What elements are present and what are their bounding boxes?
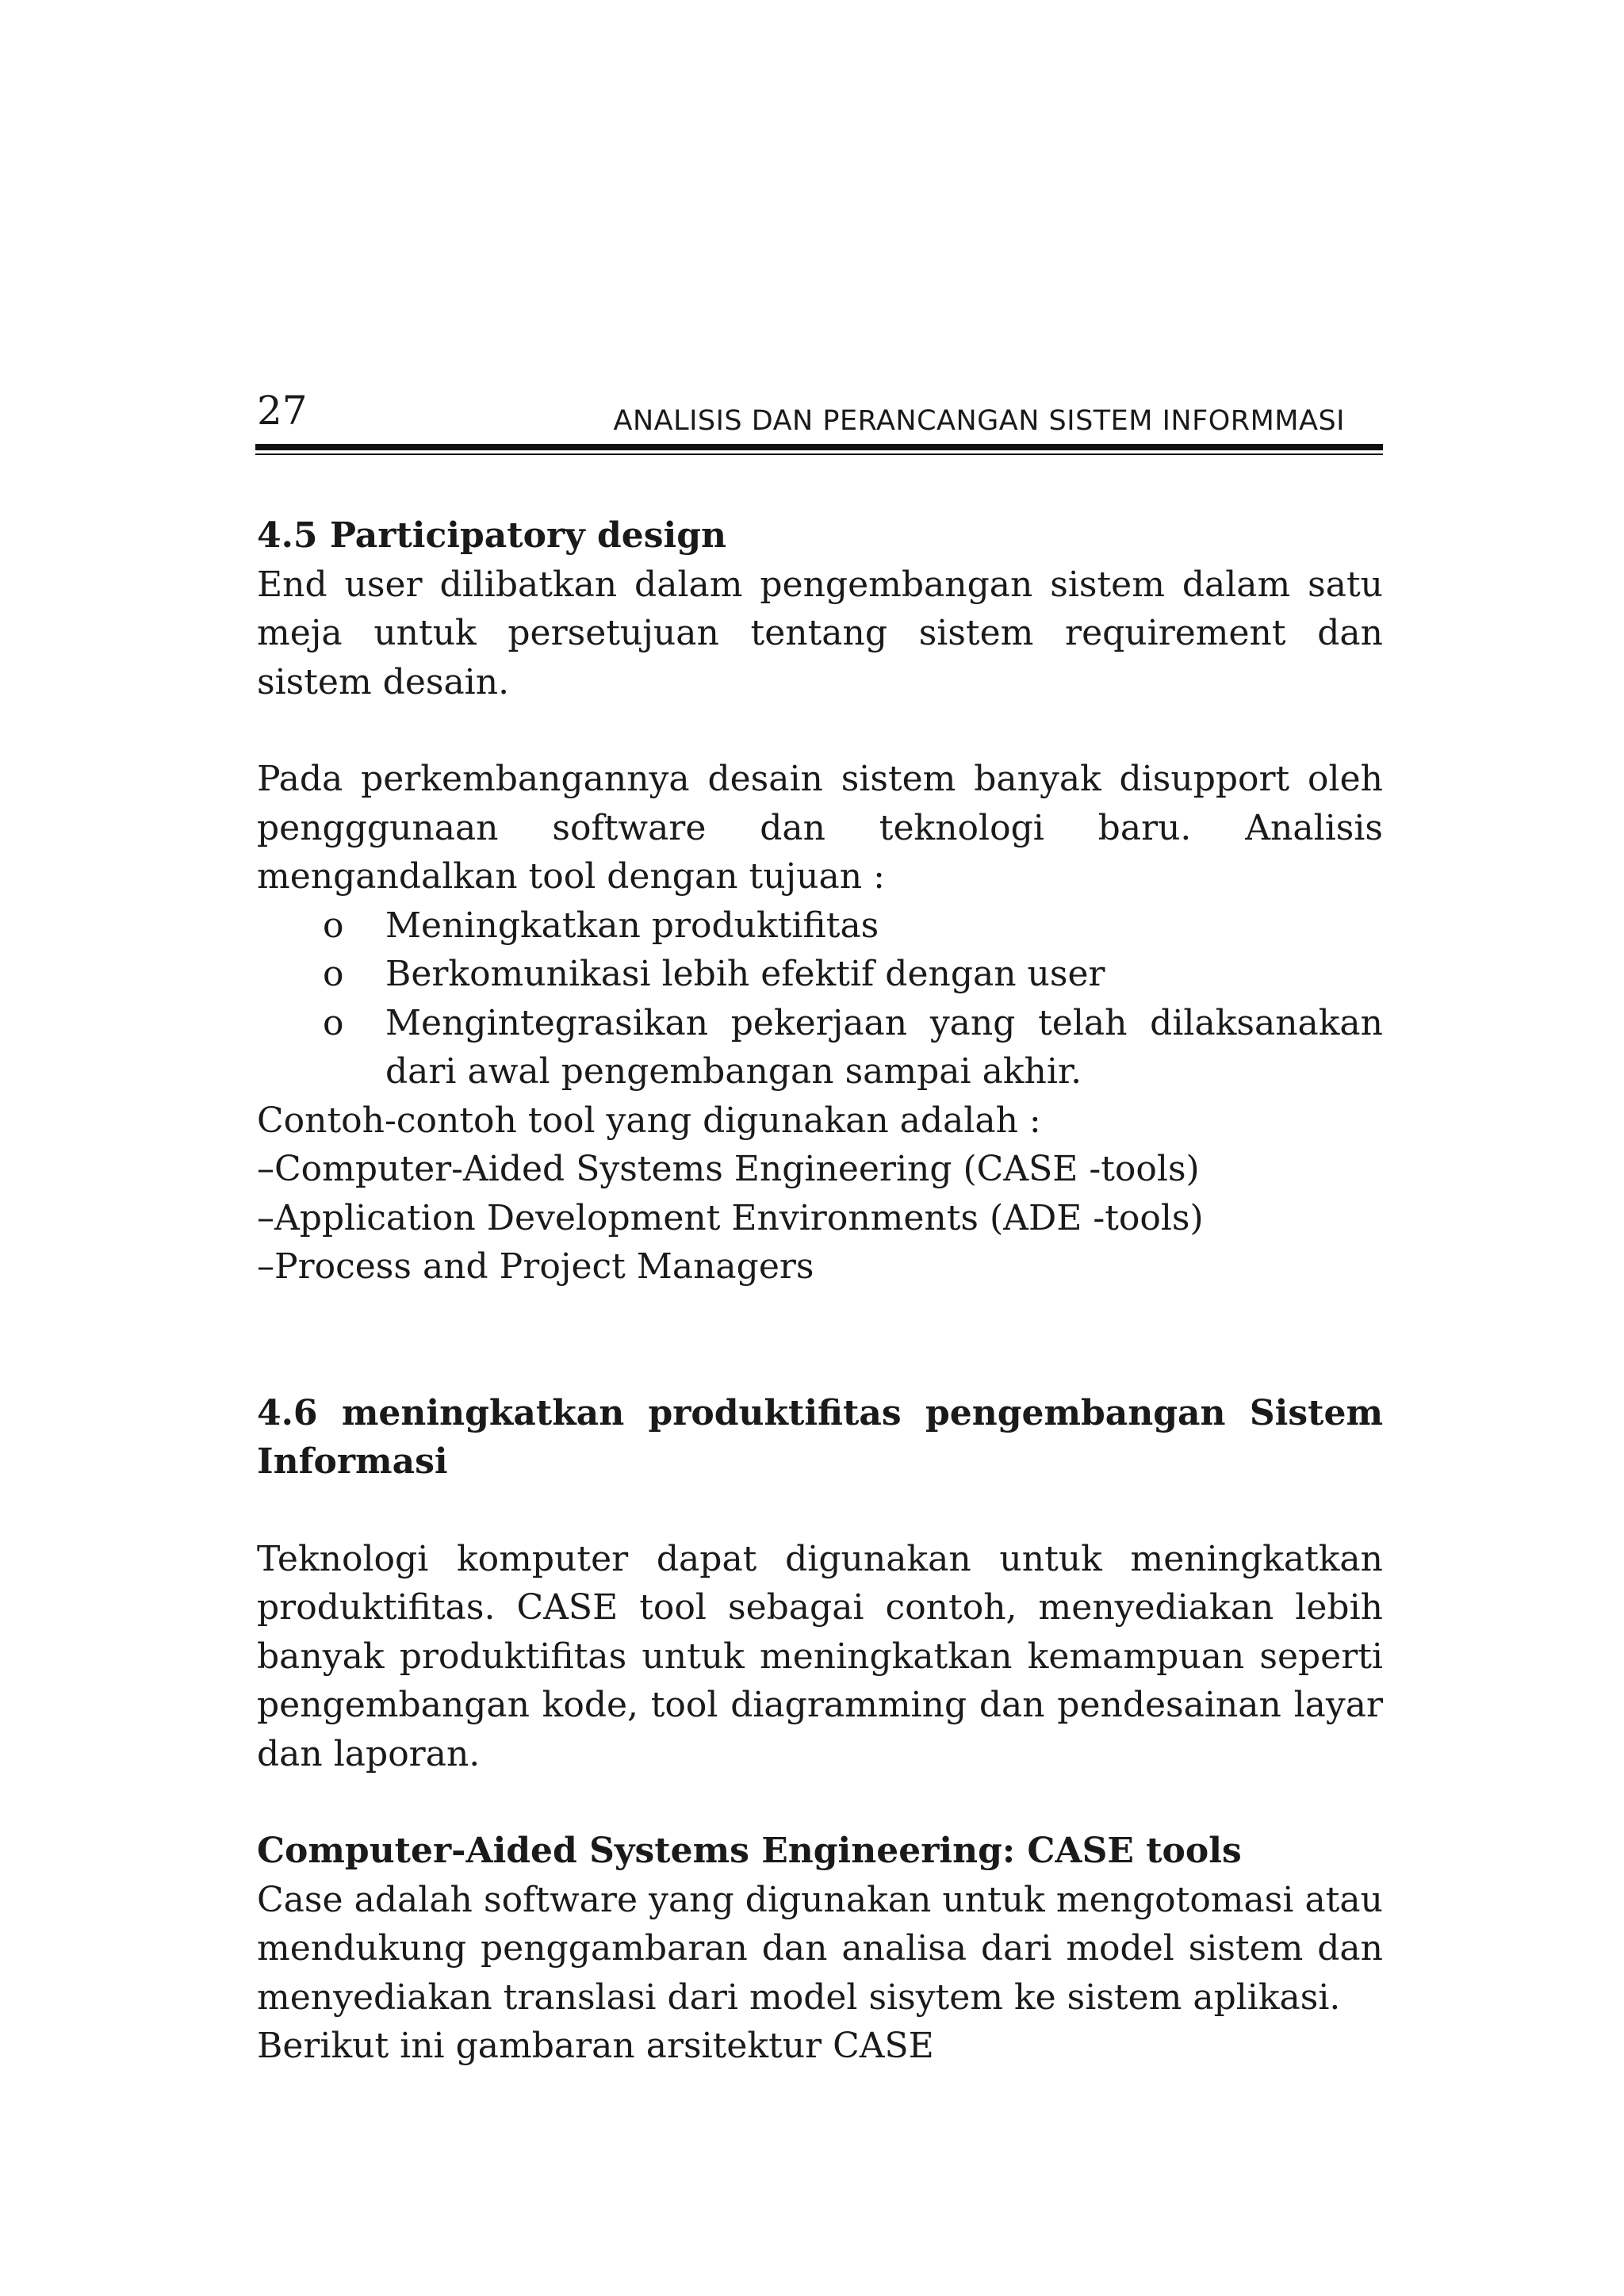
bullet-marker: o [323, 905, 344, 946]
tool-item: –Computer-Aided Systems Engineering (CASE -tools) [257, 1149, 1200, 1189]
bullet-marker: o [323, 954, 344, 994]
heading-word: Sistem [1249, 1392, 1383, 1433]
list-item-text: Berkomunikasi lebih efektif dengan user [385, 954, 1105, 994]
list-item-text: Mengintegrasikan pekerjaan yang telah dilaksanakan dari awal pengembangan sampai akhir. [385, 1002, 1383, 1092]
paragraph-spacer [257, 1487, 1383, 1535]
tool-item: –Application Development Environments (ADE -tools) [257, 1197, 1204, 1238]
page-number: 27 [257, 388, 308, 434]
paragraph-case: Case adalah software yang digunakan untuk mengotomasi atau mendukung penggambaran dan analisa dari model sistem dan menyediakan translasi dari model sisytem ke sistem aplikasi. [257, 1879, 1383, 2018]
list-item [257, 950, 1383, 999]
tools-intro: Contoh-contoh tool yang digunakan adalah : [257, 1100, 1041, 1141]
list-item [257, 999, 1383, 1096]
paragraph-productivity: Teknologi komputer dapat digunakan untuk meningkatkan produktifitas. CASE tool sebagai contoh, menyediakan lebih banyak produktifitas untuk meningkatkan kemampuan seperti pengembangan kode, tool diagramming dan pendesainan layar dan laporan. [257, 1538, 1383, 1774]
tool-item: –Process and Project Managers [257, 1246, 814, 1287]
heading-word: meningkatkan [341, 1392, 625, 1433]
heading-word: produktifitas [648, 1392, 902, 1433]
list-item [257, 901, 1383, 951]
running-title: ANALISIS DAN PERANCANGAN SISTEM INFORMMASI [613, 405, 1345, 437]
heading-word: 4.6 [257, 1392, 318, 1433]
page-header [255, 387, 1383, 458]
paragraph-participatory: End user dilibatkan dalam pengembangan sistem dalam satu meja untuk persetujuan tentang sistem requirement dan sistem desain. [257, 564, 1383, 702]
bullet-marker: o [323, 1002, 344, 1043]
case-heading: Computer-Aided Systems Engineering: CASE tools [257, 1831, 1242, 1871]
goals-list [257, 901, 1383, 1096]
header-rule-thick [255, 444, 1383, 450]
section-spacer [257, 1292, 1383, 1389]
paragraph-development: Pada perkembangannya desain sistem banyak disupport oleh pengggunaan software dan teknologi baru. Analisis mengandalkan tool dengan tujuan : [257, 759, 1383, 897]
paragraph-spacer [257, 706, 1383, 755]
header-rule-thin [255, 453, 1383, 455]
section-heading-4-6 [257, 1389, 1383, 1438]
heading-word: pengembangan [925, 1392, 1226, 1433]
section-heading-4-5: 4.5 Participatory design [257, 515, 727, 556]
paragraph-case-last-line: Berikut ini gambaran arsitektur CASE [257, 2026, 934, 2066]
section-heading-4-6-line-2: Informasi [257, 1441, 448, 1482]
paragraph-spacer [257, 1778, 1383, 1827]
list-item-text: Meningkatkan produktifitas [385, 905, 879, 946]
page-body [257, 511, 1383, 2071]
